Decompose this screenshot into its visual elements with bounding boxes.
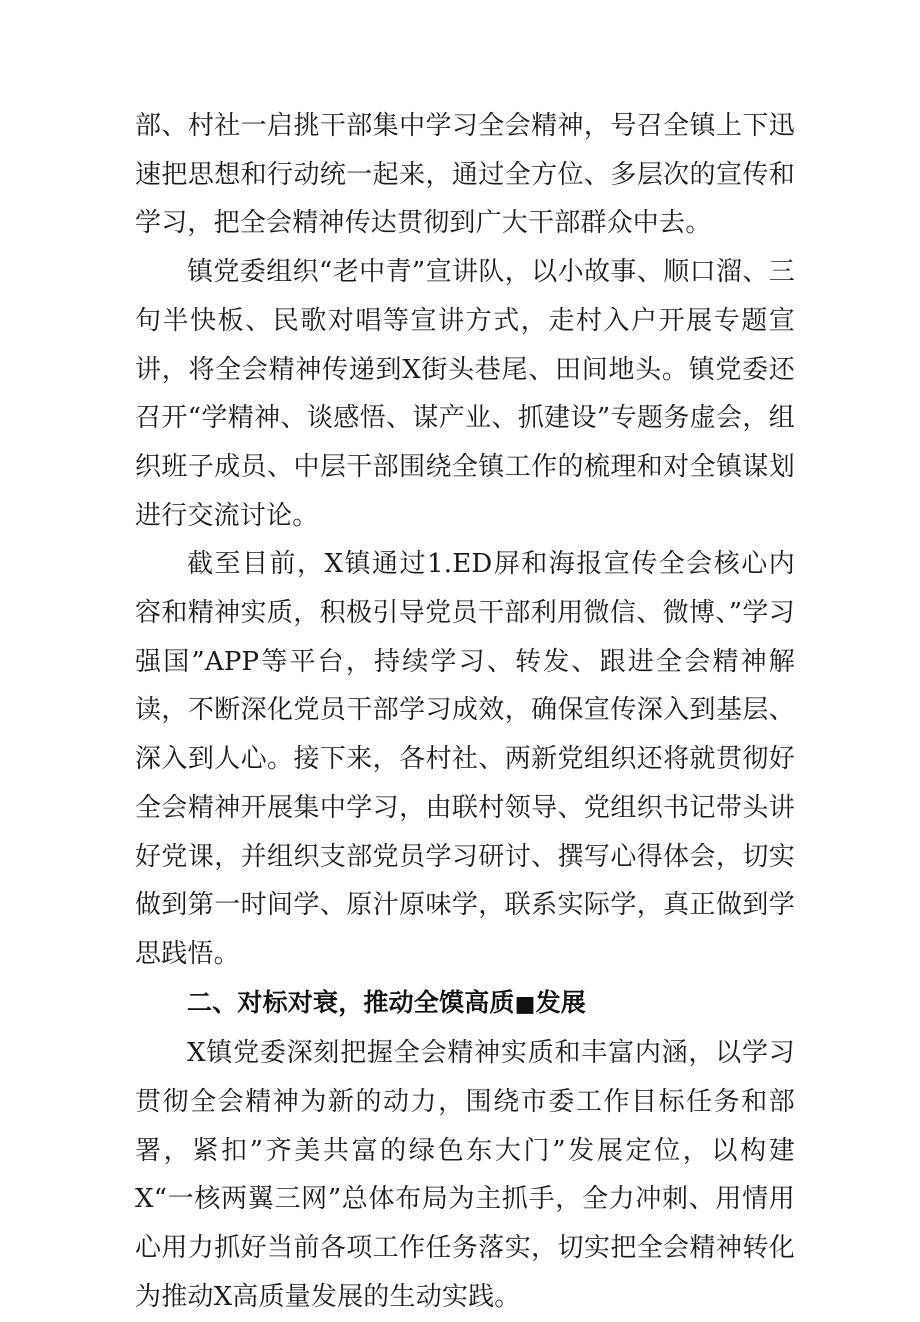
paragraph-current-progress: 截至目前，X镇通过1.ED屏和海报宣传全会核心内容和精神实质，积极引导党员干部利用微信、微博、”学习强国”APP等平台，持续学习、转发、跟进全会精神解读，不断深化党员干部学习成效，确保宣传深入到基层、深入到人心。接下来，各村社、两新党组织还将就贯彻好全会精神开展集中学习，由联村领导、党组织书记带头讲好党课，并组织支部党员学习研讨、撰写心得体会，切实做到第一时间学、原汁原味学，联系实际学，真正做到学思践悟。 (135, 549, 795, 969)
document-body (135, 102, 795, 1322)
paragraph-party-committee: X镇党委深刻把握全会精神实质和丰富内涵，以学习贯彻全会精神为新的动力，围绕市委工作目标任务和部署，紧扣”齐美共富的绿色东大门”发展定位，以构建X“一核两翼三网”总体布局为主抓手，全力冲刺、用情用心用力抓好当前各项工作任务落实，切实把全会精神转化为推动X高质量发展的生动实践。 (135, 1038, 795, 1312)
section-heading (135, 979, 795, 1030)
section-heading-symbol: ■ (514, 991, 536, 1017)
paragraph-continuation: 部、村社一启挑干部集中学习全会精神，号召全镇上下迅速把思想和行动统一起来，通过全方位、多层次的宣传和学习，把全会精神传达贯彻到广大干部群众中去。 (135, 111, 795, 239)
section-heading-text-after: 发展 (535, 987, 587, 1017)
paragraph-propaganda-team: 镇党委组织“老中青”宣讲队，以小故事、顺口溜、三句半快板、民歌对唱等宣讲方式，走村入户开展专题宣讲，将全会精神传递到X街头巷尾、田间地头。镇党委还召开“学精神、谈感悟、谋产业、抓建设”专题务虚会，组织班子成员、中层干部围绕全镇工作的梳理和对全镇谋划进行交流讨论。 (135, 257, 795, 531)
section-heading-text-before: 二、对标对衰，推动全馍高质 (187, 987, 515, 1017)
